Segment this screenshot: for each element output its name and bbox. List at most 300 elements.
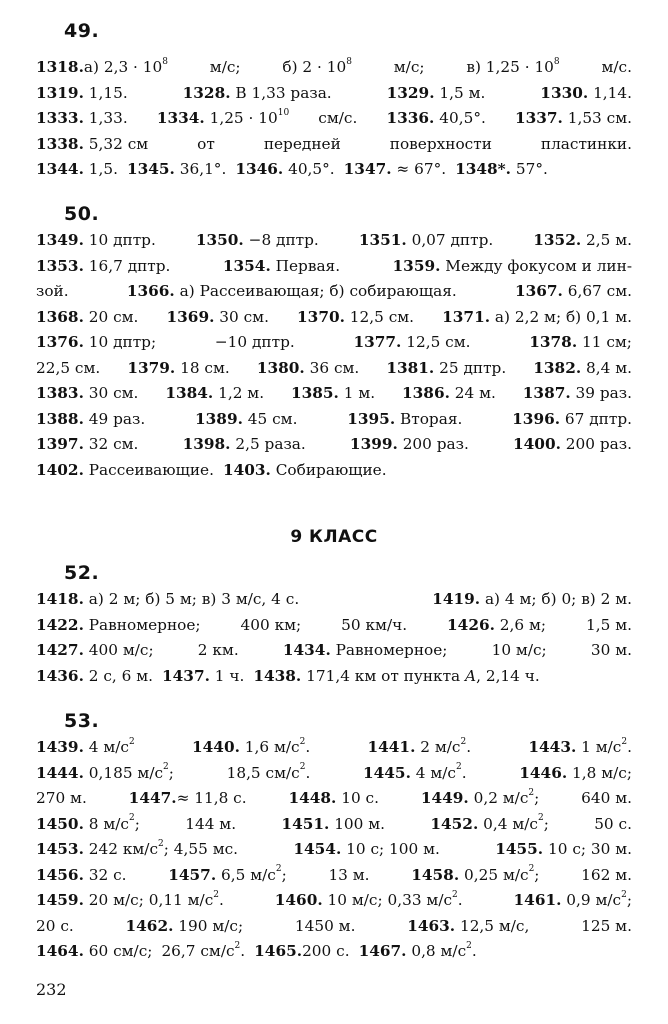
answer-text: 2 м/с <box>415 738 461 756</box>
answer-text: поверхности <box>389 134 492 153</box>
answer-text: ; <box>534 865 540 884</box>
answer-fragment <box>447 613 546 639</box>
answer-text: 13 м. <box>328 865 370 884</box>
answer-fragment <box>282 55 352 81</box>
answer-text: 144 м. <box>185 814 237 833</box>
answer-text: 30 см. <box>83 384 139 402</box>
answer-fragment <box>157 106 289 132</box>
answer-text: 2 км. <box>197 641 239 659</box>
problem-number: 1388. <box>36 409 84 428</box>
problem-number: 1350. <box>195 231 244 249</box>
problem-number: 1354. <box>222 256 271 275</box>
answer-fragment <box>227 761 311 787</box>
page-number: 232 <box>36 980 67 999</box>
answer-fragment <box>36 381 138 407</box>
answer-fragment <box>386 106 485 132</box>
answer-text: 32 см. <box>83 435 139 453</box>
answer-fragment <box>36 458 214 484</box>
problem-number: 1389. <box>195 409 243 428</box>
answer-fragment <box>581 914 632 940</box>
problem-number: 1347. <box>343 160 392 178</box>
exponent: 2 <box>460 736 467 747</box>
problem-number: 1395. <box>347 409 396 428</box>
problem-number: 1453. <box>36 840 84 858</box>
answer-fragment <box>36 407 145 433</box>
answer-fragment <box>344 157 446 183</box>
answer-text: 1,5 м. <box>586 615 632 634</box>
answer-fragment <box>455 157 548 183</box>
problem-number: 1441. <box>367 738 416 756</box>
answer-fragment <box>162 664 244 690</box>
exponent: 2 <box>528 787 535 798</box>
problem-number: 1336. <box>386 109 435 127</box>
class-title: 9 КЛАСС <box>290 527 378 547</box>
answer-text: 1,5. <box>83 160 118 178</box>
answer-fragment <box>328 863 369 889</box>
section-heading-49: 49. <box>64 20 100 42</box>
answer-fragment <box>36 587 299 613</box>
answer-text: Собирающие. <box>270 460 387 479</box>
problem-number: 1396. <box>512 409 561 428</box>
answer-fragment <box>127 157 226 183</box>
problem-number: 1344. <box>36 160 84 178</box>
exponent: 8 <box>553 56 560 67</box>
answer-fragment <box>288 786 379 812</box>
answer-line <box>36 305 632 331</box>
answer-fragment <box>183 81 332 107</box>
answer-fragment <box>523 381 632 407</box>
answer-fragment <box>442 305 632 331</box>
exponent: 2 <box>528 864 535 875</box>
exponent: 2 <box>537 813 544 824</box>
problem-number: 1352. <box>533 231 582 249</box>
answer-text: 4 м/с <box>410 763 456 782</box>
answer-fragment <box>36 735 135 761</box>
problem-number: 1399. <box>349 435 398 453</box>
answer-fragment <box>215 330 295 356</box>
problem-number: 1398. <box>182 435 231 453</box>
problem-number: 1460. <box>274 891 323 909</box>
answer-line <box>36 587 632 613</box>
problem-number: 1366. <box>126 282 175 300</box>
problem-number: 1367. <box>514 282 563 300</box>
answer-fragment <box>36 356 100 382</box>
answer-fragment <box>127 279 457 305</box>
answer-text: 2,5 м. <box>581 231 632 249</box>
answer-text: 8,4 м. <box>581 358 632 377</box>
answer-fragment <box>183 432 306 458</box>
answer-text: ; <box>168 763 174 782</box>
answer-line <box>36 458 632 484</box>
answer-text: ; <box>134 814 140 833</box>
problem-number: 1384. <box>165 384 214 402</box>
problem-number: 1338. <box>36 134 84 153</box>
answer-text: 45 см. <box>242 409 298 428</box>
answer-fragment <box>36 132 148 158</box>
problem-number: 1459. <box>36 891 84 909</box>
answer-fragment <box>601 55 631 81</box>
problem-number: 1462. <box>125 916 174 935</box>
answer-text: 2,6 м; <box>494 615 547 634</box>
section-heading-52: 52. <box>64 562 100 584</box>
answer-fragment <box>394 55 425 81</box>
answer-fragment <box>318 106 357 132</box>
answer-fragment <box>36 939 152 965</box>
answer-fragment <box>432 587 632 613</box>
answer-fragment <box>192 735 310 761</box>
exponent: 2 <box>455 762 462 773</box>
answer-text: см/с. <box>318 109 358 127</box>
answer-text: 2 с, 6 м. <box>83 666 154 685</box>
problem-number: 1419. <box>432 590 481 608</box>
answer-text: 12,5 м/с, <box>455 916 530 935</box>
exponent: 2 <box>621 736 628 747</box>
answer-text: б) 2 · 10 <box>282 58 347 76</box>
answer-fragment <box>36 863 127 889</box>
answer-text: Вторая. <box>395 409 463 428</box>
answer-fragment <box>185 812 236 838</box>
answer-text: 242 км/с <box>83 840 159 858</box>
answer-line <box>36 837 632 863</box>
answer-text: 32 с. <box>83 865 127 884</box>
answer-text: 1 ч. <box>209 666 245 685</box>
problem-number: 1349. <box>36 231 84 249</box>
answer-fragment <box>223 458 387 484</box>
answer-text: 0,2 м/с <box>468 789 529 807</box>
answer-fragment <box>36 228 156 254</box>
exponent: 2 <box>128 813 135 824</box>
answer-text: 18,5 см/с <box>226 763 300 782</box>
answer-text: 57°. <box>511 160 548 178</box>
answer-fragment <box>254 939 349 965</box>
answer-fragment <box>411 863 539 889</box>
exponent: 2 <box>466 940 472 951</box>
exponent: 8 <box>346 56 352 67</box>
problem-number: 1329. <box>386 83 435 102</box>
exponent: 8 <box>162 56 168 67</box>
answer-text: Первая. <box>270 256 341 275</box>
answer-text: 2,5 раза. <box>230 435 306 453</box>
answer-text: 0,8 м/с <box>406 942 467 960</box>
answer-text: ; <box>281 865 287 884</box>
answer-fragment <box>36 279 69 305</box>
answer-line <box>36 664 632 690</box>
answer-fragment <box>591 638 632 664</box>
problem-number: 1449. <box>420 789 469 807</box>
problem-number: 1382. <box>533 358 582 377</box>
problem-number: 1370. <box>297 307 345 326</box>
problem-number: 1436. <box>36 666 84 685</box>
section-heading-50: 50. <box>64 203 100 225</box>
problem-number: 1369. <box>166 307 215 326</box>
answer-fragment <box>257 356 359 382</box>
problem-number: 1345. <box>126 160 175 178</box>
answer-fragment <box>36 432 138 458</box>
problem-number: 1337. <box>514 109 563 127</box>
answer-fragment <box>36 837 238 863</box>
problem-number: 1467. <box>358 942 407 960</box>
answer-text: 60 см/с; <box>83 942 153 960</box>
answer-fragment <box>196 228 319 254</box>
problem-number: 1333. <box>36 109 84 127</box>
answers-block-50 <box>36 228 632 483</box>
problem-number: 1359. <box>392 256 441 275</box>
answer-text: 20 с. <box>36 916 74 935</box>
answer-text: ≈ 11,8 с. <box>176 789 247 807</box>
answer-text: 10 дптр; <box>83 333 157 351</box>
answer-fragment <box>393 254 632 280</box>
answer-text: 0,185 м/с <box>83 763 164 782</box>
answer-line <box>36 81 632 107</box>
answer-text: ; <box>534 789 540 807</box>
answer-text: Равномерное; <box>83 615 201 634</box>
answer-fragment <box>421 786 539 812</box>
answer-fragment <box>513 432 632 458</box>
answer-fragment <box>387 81 486 107</box>
answer-fragment <box>168 863 286 889</box>
answer-text: от <box>197 134 215 153</box>
problem-number: 1346. <box>235 160 284 178</box>
problem-number: 1368. <box>36 307 84 326</box>
answer-text: 1,15. <box>83 83 128 102</box>
answer-fragment <box>36 812 140 838</box>
answer-text: 1,14. <box>588 83 632 102</box>
exponent: 2 <box>275 864 282 875</box>
answers-block-52 <box>36 587 632 689</box>
exponent: 2 <box>163 762 169 773</box>
problem-number: 1450. <box>36 814 84 833</box>
answer-fragment <box>165 381 264 407</box>
answer-text: 10 с; 100 м. <box>341 840 440 858</box>
exponent: 2 <box>128 736 135 747</box>
problem-number: 1426. <box>447 615 495 634</box>
answer-line <box>36 106 632 132</box>
answer-text: . <box>240 942 246 960</box>
answer-text: 10 дптр. <box>83 231 156 249</box>
answer-text: 12,5 см. <box>401 333 471 351</box>
answer-fragment <box>519 761 632 787</box>
answer-text: . <box>627 738 632 756</box>
problem-number: 1440. <box>192 738 240 756</box>
problem-number: 1465. <box>254 942 303 960</box>
answer-fragment <box>127 356 229 382</box>
answer-fragment <box>36 786 87 812</box>
answer-text: 1,8 м/с; <box>567 763 632 782</box>
answer-text: 50 с. <box>594 814 632 833</box>
answer-text: а) 2 м; б) 5 м; в) 3 м/с, 4 с. <box>83 590 300 608</box>
answer-text: . <box>471 942 477 960</box>
problem-number: 1319. <box>36 83 84 102</box>
answer-line <box>36 735 632 761</box>
answer-fragment <box>341 613 407 639</box>
answer-fragment <box>541 132 632 158</box>
problem-number: 1448. <box>288 789 337 807</box>
answer-line <box>36 432 632 458</box>
answer-line <box>36 812 632 838</box>
answer-fragment <box>223 254 340 280</box>
answer-fragment <box>36 330 156 356</box>
answer-line <box>36 761 632 787</box>
answer-text: 67 дптр. <box>560 409 632 428</box>
problem-number: 1351. <box>358 231 407 249</box>
answer-fragment <box>36 638 154 664</box>
answer-fragment <box>347 407 462 433</box>
problem-number: 1458. <box>411 865 460 884</box>
answer-fragment <box>533 228 632 254</box>
answer-fragment <box>126 914 244 940</box>
problem-number: 1402. <box>36 460 84 479</box>
answer-text: ; 4,55 мс. <box>163 840 239 858</box>
problem-number: 1348*. <box>455 160 511 178</box>
answer-fragment <box>529 330 632 356</box>
answer-fragment <box>36 81 128 107</box>
answer-text: . <box>219 891 224 909</box>
answer-text: 16,7 дптр. <box>83 256 171 275</box>
answer-text: 1 м. <box>338 384 376 402</box>
answer-fragment <box>581 786 632 812</box>
answer-text: а) Рассеивающая; б) собирающая. <box>174 282 457 300</box>
answer-text: 1,33. <box>83 109 128 127</box>
answer-text: 1 м/с <box>576 738 622 756</box>
answer-fragment <box>36 664 153 690</box>
answer-fragment <box>36 613 201 639</box>
answer-text: . <box>461 763 467 782</box>
problem-number: 1403. <box>222 460 271 479</box>
answer-text: 6,5 м/с <box>216 865 276 884</box>
answer-text: 6,67 см. <box>562 282 632 300</box>
answer-text: 40,5°. <box>283 160 335 178</box>
answer-text: ; <box>626 891 632 909</box>
answers-block-53 <box>36 735 632 965</box>
answer-text: В 1,33 раза. <box>230 83 332 102</box>
problem-number: 1444. <box>36 763 84 782</box>
problem-number: 1383. <box>36 384 84 402</box>
exponent: 2 <box>299 762 306 773</box>
answer-text: 0,07 дптр. <box>406 231 494 249</box>
problem-number: 1422. <box>36 615 84 634</box>
answer-text: м/с. <box>601 58 632 76</box>
problem-number: 1445. <box>363 763 411 782</box>
answer-fragment <box>197 132 215 158</box>
answer-fragment <box>466 55 559 81</box>
answer-text: в) 1,25 · 10 <box>466 58 554 76</box>
answer-text: 10 с. <box>336 789 379 807</box>
problem-number: 1463. <box>407 916 456 935</box>
problem-number: 1377. <box>353 333 402 351</box>
problem-number: 1418. <box>36 590 84 608</box>
answer-text: 22,5 см. <box>36 358 101 377</box>
exponent: 10 <box>277 107 290 118</box>
problem-number: 1447. <box>128 789 177 807</box>
answer-text: 200 раз. <box>397 435 469 453</box>
answer-text: 640 м. <box>581 789 632 807</box>
answer-text: Между фокусом и лин- <box>440 256 632 275</box>
answer-line <box>36 863 632 889</box>
answer-fragment <box>198 638 239 664</box>
answer-text: . <box>457 891 463 909</box>
answer-line <box>36 279 632 305</box>
problem-number: 1454. <box>293 840 342 858</box>
answer-text: 125 м. <box>581 916 632 935</box>
problem-number: 1334. <box>156 109 205 127</box>
answer-text: 36 см. <box>304 358 360 377</box>
problem-number: 1380. <box>256 358 305 377</box>
answer-text: зой. <box>36 282 69 300</box>
answer-text: Равномерное; <box>330 641 448 659</box>
answer-text: 190 м/с; <box>173 916 244 935</box>
problem-number: 1378. <box>529 333 578 351</box>
answer-line <box>36 157 632 183</box>
answer-fragment <box>495 837 632 863</box>
answer-text: . <box>305 738 311 756</box>
section-heading-53: 53. <box>64 710 100 732</box>
answer-fragment <box>36 254 170 280</box>
answer-text: 30 м. <box>590 641 632 659</box>
problem-number: 1371. <box>442 307 491 326</box>
answer-text: 200 с. <box>302 942 350 960</box>
answer-fragment <box>36 157 118 183</box>
answer-fragment <box>293 837 440 863</box>
problem-number: 1446. <box>519 763 568 782</box>
problem-number: 1455. <box>495 840 544 858</box>
answer-line <box>36 254 632 280</box>
answer-fragment <box>129 786 247 812</box>
answer-fragment <box>235 157 334 183</box>
answer-line <box>36 407 632 433</box>
answer-line <box>36 330 632 356</box>
answer-line <box>36 228 632 254</box>
answer-text: 200 раз. <box>560 435 632 453</box>
answer-text: −8 дптр. <box>243 231 319 249</box>
answer-fragment <box>210 55 241 81</box>
answer-text: 25 дптр. <box>434 358 507 377</box>
problem-number: 1434. <box>282 641 331 659</box>
problem-number: 1443. <box>528 738 577 756</box>
answer-text: 12,5 см. <box>344 307 415 326</box>
answer-text: 5,32 см <box>83 134 149 153</box>
answer-text: 18 см. <box>175 358 230 377</box>
answer-fragment <box>167 305 269 331</box>
answer-fragment <box>264 132 341 158</box>
answer-fragment <box>253 664 539 690</box>
answer-text: 8 м/с <box>83 814 129 833</box>
answer-text: 100 м. <box>329 814 386 833</box>
answer-text: 0,25 м/с <box>459 865 529 884</box>
answer-fragment <box>512 407 632 433</box>
answer-fragment <box>161 939 245 965</box>
answer-text: 10 м/с; 0,33 м/с <box>322 891 453 909</box>
answer-text: 30 см. <box>214 307 269 326</box>
answer-text: 162 м. <box>581 865 632 884</box>
answer-text: . <box>305 763 311 782</box>
answer-line <box>36 638 632 664</box>
answer-text: 171,4 км от пункта <box>301 666 466 685</box>
answer-text: 11 см; <box>577 333 632 351</box>
answer-text: . <box>466 738 472 756</box>
answer-text: 20 см. <box>83 307 139 326</box>
answer-fragment <box>36 914 74 940</box>
answer-line <box>36 613 632 639</box>
exponent: 2 <box>621 889 627 900</box>
problem-number: 1464. <box>36 942 84 960</box>
answer-fragment <box>540 81 632 107</box>
answer-fragment <box>386 356 506 382</box>
answer-text: 50 км/ч. <box>341 615 408 634</box>
answer-text: 1,6 м/с <box>239 738 300 756</box>
answer-text: 10 м/с; <box>491 641 547 659</box>
problem-number: 1439. <box>36 738 84 756</box>
answer-text: , 2,14 ч. <box>476 666 540 685</box>
